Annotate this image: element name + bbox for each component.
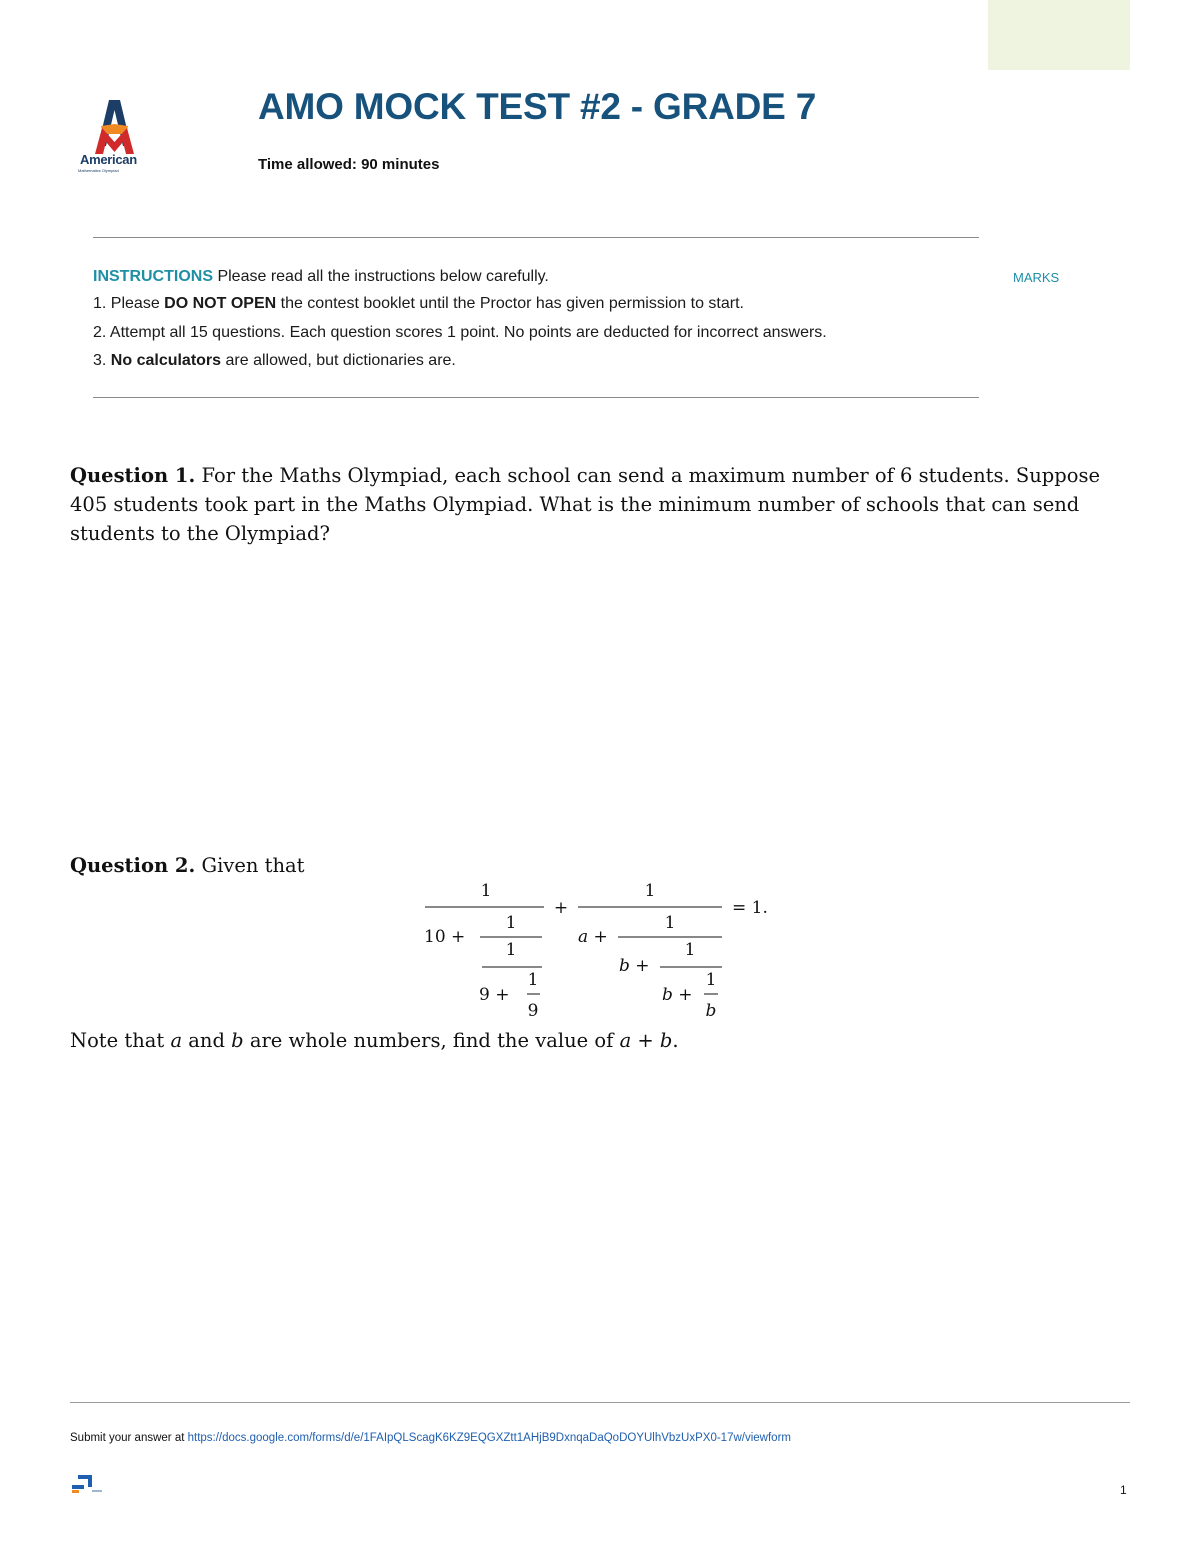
continued-fraction-equation	[420, 872, 820, 1027]
footer-divider	[70, 1402, 1130, 1403]
instruction-emphasis: DO NOT OPEN	[164, 295, 277, 312]
question-2-note: Note that a and b are whole numbers, find the value of a + b.	[70, 1029, 679, 1052]
eq-result: = 1.	[732, 898, 768, 918]
submit-answer-line	[70, 1432, 791, 1444]
svg-text:1: 1	[705, 970, 717, 990]
eq-term: 9 +	[479, 985, 510, 1005]
svg-text:9: 9	[527, 1001, 539, 1021]
instructions-intro: Please read all the instructions below carefully.	[213, 268, 549, 285]
instruction-emphasis: No calculators	[110, 352, 222, 369]
svg-text:1: 1	[505, 913, 517, 933]
question-text: For the Maths Olympiad, each school can send a maximum number of 6 students. Suppose 405 students took part in the Maths Olympiad. What is the minimum number of schools that can send students to the Olympiad?	[70, 464, 1101, 545]
logo-subtext: Mathematics Olympiad	[78, 168, 119, 173]
eq-plus: +	[553, 898, 569, 918]
eq-term: 10 +	[424, 927, 466, 947]
time-allowed: Time allowed: 90 minutes	[258, 156, 440, 173]
marks-label: MARKS	[1013, 270, 1060, 285]
submit-prefix: Submit your answer at	[70, 1432, 188, 1444]
svg-text:1: 1	[684, 940, 696, 960]
eq-numerator: 1	[480, 881, 492, 901]
question-text: Given that	[195, 854, 305, 877]
instructions-bottom-divider	[93, 397, 979, 398]
svg-text:1: 1	[664, 913, 676, 933]
amo-small-logo-icon	[70, 1473, 104, 1495]
eq-term: b +	[619, 956, 650, 976]
instructions-top-divider	[93, 237, 979, 238]
page-title: AMO MOCK TEST #2 - GRADE 7	[258, 86, 817, 127]
question-label: Question 1.	[70, 464, 196, 487]
instruction-item-1: 1. Please DO NOT OPEN the contest booklet until the Proctor has given permission to start.	[93, 295, 744, 312]
instructions-keyword: INSTRUCTIONS	[93, 268, 213, 285]
logo-text: American	[80, 152, 137, 167]
eq-term: a +	[578, 927, 608, 947]
question-1	[70, 461, 1132, 548]
eq-term: b +	[662, 985, 693, 1005]
instruction-item-2: 2. Attempt all 15 questions. Each question scores 1 point. No points are deducted for incorrect answers.	[93, 324, 827, 341]
svg-text:1: 1	[644, 881, 656, 901]
submit-form-link[interactable]: https://docs.google.com/forms/d/e/1FAIpQLScagK6KZ9EQGXZtt1AHjB9DxnqaDaQoDOYUlhVbzUxPX0-17w/viewform	[187, 1432, 791, 1444]
svg-text:1: 1	[505, 940, 517, 960]
svg-text:b: b	[705, 1001, 717, 1021]
question-label: Question 2.	[70, 854, 196, 877]
marks-column-box	[988, 0, 1130, 70]
instruction-item-3: 3. No calculators are allowed, but dictionaries are.	[93, 352, 456, 369]
svg-text:1: 1	[527, 970, 539, 990]
instructions-heading-line	[93, 268, 549, 286]
page-number: 1	[1120, 1483, 1127, 1497]
